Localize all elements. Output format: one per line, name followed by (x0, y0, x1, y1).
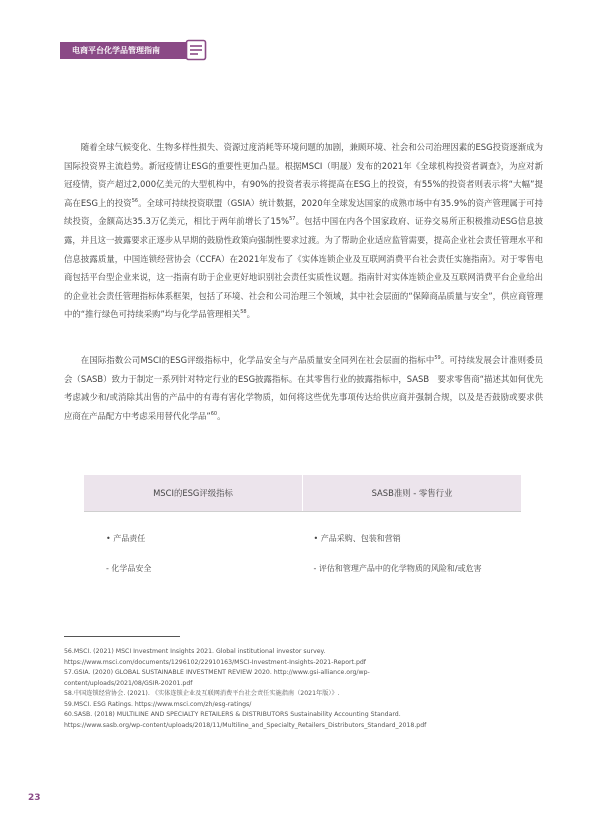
table-row (84, 557, 521, 581)
table-header-cell: MSCI的ESG评级指标 (153, 488, 233, 498)
body-paragraph-2: 在国际指数公司MSCI的ESG评级指标中，化学品安全与产品质量安全同列在社会层面的指标中$^{59}$。可持续发展会计准则委员会（SASB）致力于制定一系列针对特定行业的ESG披露指标。在其零售行业的披露指标中，SASB 要求零售商“描述其如何优先考虑减少和/或消除其出售的产品中的有毒有害化学物质，如何将这些优先事项传达给供应商并强制合规，以及是否鼓励或要求供应商在产品配方中考虑采用替代化学品”$^{60}$。 (64, 355, 543, 421)
footnote-link[interactable]: content/uploads/2021/08/GSIR-20201.pdf (64, 679, 193, 687)
footnote-ref-57[interactable]: 57 (289, 216, 296, 223)
footnote-link[interactable]: https://www.sasb.org/wp-content/uploads/2018/11/Multiline_and_Specialty_Retailers_Distributors_Standard_2018.pdf (64, 721, 427, 729)
esg-indicator-table (84, 475, 521, 581)
table-header-cell: SASB准则 - 零售行业 (302, 475, 521, 511)
footnote-line[interactable]: 57.GSIA. (2020) GLOBAL SUSTAINABLE INVESTMENT REVIEW 2020. http://www.gsi-alliance.org/wp- (64, 669, 370, 676)
document-list-icon (185, 38, 207, 62)
footnote-divider (64, 636, 180, 637)
table-cell: • 产品责任 (106, 534, 146, 543)
footnote-ref-60[interactable]: 60 (210, 410, 218, 417)
footnote-ref-56[interactable]: 56 (131, 197, 139, 204)
body-paragraph-1: 随着全球气候变化、生物多样性损失、资源过度消耗等环境问题的加剧，兼顾环境、社会和公司治理因素的ESG投资逐渐成为国际投资界主流趋势。新冠疫情让ESG的重要性更加凸显。根据MSCI（明晟）发布的2021年《全球机构投资者调查》，为应对新冠疫情，资产超过2,000亿美元的大型机构中，有90%的投资者表示将提高在ESG上的投资，有55%的投资者则表示将“大幅”提高在ESG上的投资$^{56}$。全球可持续投资联盟（GSIA）统计数据，2020年全球发达国家的成熟市场中有35.9%的资产管理属于可持续投资，金额高达35.3万亿美元，相比于两年前增长了15%$^{57}$。包括中国在内各个国家政府、证券交易所正积极推动ESG信息披露，并且这一披露要求正逐步从早期的鼓励性政策向强制性要求过渡。为了帮助企业适应监管需要，提高企业社会责任管理水平和信息披露质量，中国连锁经营协会（CCFA）在2021年发布了《实体连锁企业及互联网消费平台社会责任实施指南》。对于零售电商包括平台型企业来说，这一指南有助于企业更好地识别社会责任实质性议题。指南针对实体连锁企业及互联网消费平台企业给出的企业社会责任管理指标体系框架，包括了环境、社会和公司治理三个领域，其中社会层面的“保障商品质量与安全”，供应商管理中的“推行绿色可持续采购”均与化学品管理相关$^{58}$。 (64, 142, 543, 320)
footnote-line: 60.SASB. (2018) MULTILINE AND SPECIALTY RETAILERS & DISTRIBUTORS Sustainability Accounting Standard. (64, 711, 401, 718)
page-number: 23 (28, 793, 41, 803)
footnotes (64, 647, 544, 731)
section-header-title: 电商平台化学品管理指南 (72, 46, 160, 55)
table-header-row (84, 475, 521, 511)
table-divider (84, 511, 521, 512)
table-cell: • 产品采购、包装和营销 (313, 534, 401, 543)
footnote-line: 58.中国连锁经营协会. (2021). 《实体连锁企业及互联网消费平台社会责任实施指南（2021年版）》. (64, 690, 340, 697)
table-row (84, 527, 521, 551)
table-cell: - 评估和管理产品中的化学物质的风险和/或危害 (313, 564, 482, 573)
footnote-ref-58[interactable]: 58 (240, 309, 247, 316)
footnote-line[interactable]: 59.MSCI. ESG Ratings. https://www.msci.com/zh/esg-ratings/ (64, 700, 252, 708)
table-cell: - 化学品安全 (106, 564, 152, 573)
footnote-ref-59[interactable]: 59 (434, 355, 441, 362)
footnote-link[interactable]: https://www.msci.com/documents/1296102/22910163/MSCI-Investment-Insights-2021-Report.pdf (64, 658, 366, 666)
section-header-tab (60, 42, 194, 59)
footnote-line: 56.MSCI. (2021) MSCI Investment Insights 2021. Global institutional investor survey. (64, 648, 326, 655)
